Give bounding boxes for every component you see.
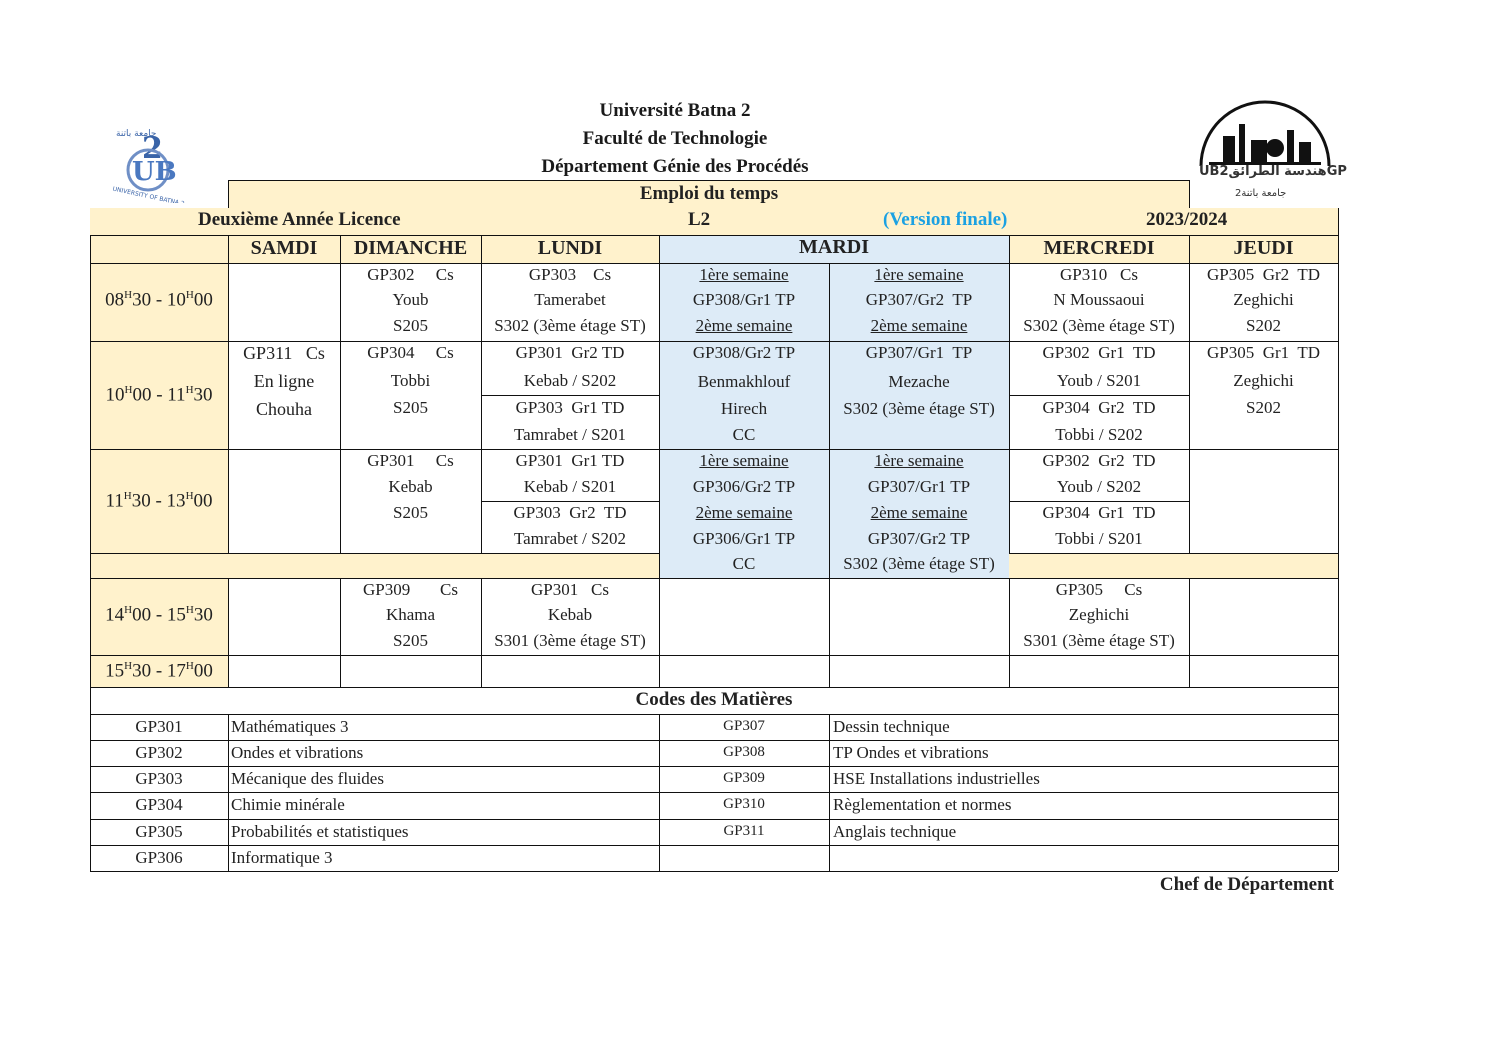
slot-line: CC [732,554,756,573]
university-logo-icon [108,118,203,203]
slot-line: Kebab / S202 [523,371,617,390]
slot-line: GP304 Gr1 TD [1042,503,1156,522]
slot-line: GP307/Gr2 TP [865,290,973,309]
page-title: Emploi du temps [639,183,779,204]
slot-line: 1ère semaine [874,451,964,470]
slot-line: Mezache [888,372,950,391]
slot-line: Tamrabet / S202 [513,529,627,548]
time-slot-1: $08^H30 - 10^H00$ [105,289,213,311]
slot-line: Kebab / S201 [523,477,617,496]
slot-line: GP302 Cs [367,265,454,284]
year-label: Deuxième Année Licence [198,209,401,230]
slot-line: S202 [1246,398,1281,417]
break-band-left [90,553,659,578]
slot-line: GP309 Cs [363,580,458,599]
slot-line: S301 (3ème étage ST) [1023,631,1175,650]
slot-line: Tobbi / S202 [1055,425,1143,444]
slot-line: S205 [393,503,428,522]
slot-line: 1ère semaine [874,265,964,284]
slot-line: Chouha [256,399,312,419]
code-cell: GP304 [135,795,183,814]
time-slot-4: $14^H00 - 15^H30$ [105,604,213,626]
time-slot-2: $10^H00 - 11^H30$ [105,384,213,406]
slot-line: GP305 Gr2 TD [1206,265,1321,284]
department-logo [1195,96,1347,208]
slot-line: GP311 Cs [243,343,325,363]
day-header-lundi: LUNDI [537,237,603,259]
slot-line: 2ème semaine [870,316,968,335]
slot-line: GP301 Cs [531,580,609,599]
slot-line: GP301 Gr2 TD [515,343,625,362]
slot-line: Youb / S202 [1056,477,1142,496]
department-name: Département Génie des Procédés [541,156,809,177]
slot-line: GP303 Gr1 TD [515,398,625,417]
slot-line: GP308/Gr2 TP [692,343,796,362]
slot-line: GP307/Gr1 TP [867,477,971,496]
slot-line: CC [732,425,756,444]
slot-line: GP310 Cs [1060,265,1138,284]
slot-line: Tobbi / S201 [1055,529,1143,548]
slot-line: N Moussaoui [1053,290,1145,309]
university-logo [108,118,203,203]
svg-text:UB: UB [132,157,177,187]
slot-line: GP301 Gr1 TD [515,451,625,470]
slot-line: GP307/Gr2 TP [867,529,971,548]
subject-cell: TP Ondes et vibrations [833,743,989,762]
faculty-name: Faculté de Technologie [582,128,768,149]
subject-cell: Règlementation et normes [833,795,1012,814]
day-header-samdi: SAMDI [250,237,318,259]
slot-line: Benmakhlouf [697,372,791,391]
slot-line: Zeghichi [1068,605,1130,624]
code-cell: GP305 [135,822,183,841]
slot-line: S205 [393,631,428,650]
code-cell: GP308 [723,744,765,760]
day-header-jeudi: JEUDI [1233,237,1294,259]
slot-line: S202 [1246,316,1281,335]
slot-line: S205 [393,398,428,417]
slot-line: Zeghichi [1233,371,1294,390]
slot-line: Khama [385,605,436,624]
slot-line: S301 (3ème étage ST) [494,631,646,650]
time-slot-5: $15^H30 - 17^H00$ [105,660,213,682]
code-cell: GP310 [723,796,765,812]
subject-cell: Mathématiques 3 [231,717,349,736]
slot-line: GP305 Cs [1055,580,1143,599]
slot-line: GP304 Cs [367,343,454,362]
code-cell: GP311 [723,823,765,839]
slot-line: S302 (3ème étage ST) [843,554,995,573]
code-cell: GP306 [135,848,183,867]
slot-line: 1ère semaine [699,451,789,470]
slot-line: GP301 Cs [367,451,454,470]
slot-line: Youb [392,290,429,309]
slot-line: GP303 Gr2 TD [513,503,627,522]
svg-text:2: 2 [142,131,163,166]
code-cell: GP301 [135,717,183,736]
slot-line: 2ème semaine [695,503,793,522]
code-cell: GP309 [723,770,765,786]
department-logo-subtext: جامعة باتنة2 [1235,188,1287,199]
level-label: L2 [688,209,711,230]
slot-line: GP306/Gr2 TP [692,477,796,496]
subject-cell: Chimie minérale [231,795,345,814]
time-slot-3: $11^H30 - 13^H00$ [105,490,213,512]
day-header-dimanche: DIMANCHE [353,237,468,259]
subject-cell: Informatique 3 [231,848,333,867]
academic-year: 2023/2024 [1146,209,1228,230]
subject-cell: Anglais technique [833,822,957,841]
slot-line: GP303 Cs [528,265,612,284]
slot-line: GP302 Gr1 TD [1042,343,1156,362]
slot-line: 2ème semaine [695,316,793,335]
svg-text:UNIVERSITY OF BATNA 2: UNIVERSITY OF BATNA 2 [111,185,186,203]
slot-line: GP308/Gr1 TP [692,290,796,309]
day-header-mercredi: MERCREDI [1043,237,1155,259]
code-cell: GP302 [135,743,183,762]
slot-line: GP305 Gr1 TD [1206,343,1321,362]
slot-line: GP307/Gr1 TP [865,343,973,362]
code-cell: GP307 [723,718,765,734]
slot-line: Kebab [547,605,593,624]
slot-line: Hirech [720,399,768,418]
svg-text:جامعة باتنة: جامعة باتنة [116,129,157,139]
slot-line: Kebab [388,477,433,496]
slot-line: Tobbi [390,371,431,390]
subject-cell: Dessin technique [833,717,950,736]
signature-label: Chef de Département [1159,874,1334,895]
subject-cell: Probabilités et statistiques [231,822,409,841]
subject-cell: Mécanique des fluides [231,769,384,788]
slot-line: S302 (3ème étage ST) [494,316,646,335]
subject-cell: HSE Installations industrielles [833,769,1040,788]
break-band-right [1009,553,1338,578]
slot-line: En ligne [253,371,315,391]
slot-line: Youb / S201 [1056,371,1142,390]
slot-line: GP304 Gr2 TD [1042,398,1156,417]
subject-cell: Ondes et vibrations [231,743,364,762]
version-label: (Version finale) [883,209,1008,230]
codes-title: Codes des Matières [635,689,793,710]
university-name: Université Batna 2 [599,100,751,121]
slot-line: GP306/Gr1 TP [692,529,796,548]
slot-line: 1ère semaine [699,265,789,284]
slot-line: S302 (3ème étage ST) [843,399,995,418]
slot-line: GP302 Gr2 TD [1042,451,1156,470]
day-header-mardi: MARDI [799,236,869,258]
slot-line: 2ème semaine [870,503,968,522]
slot-line: Tamrabet / S201 [513,425,627,444]
code-cell: GP303 [135,769,183,788]
department-logo-text: UB2هندسة الطرائقGP [1199,164,1347,179]
slot-line: S302 (3ème étage ST) [1023,316,1175,335]
slot-line: Zeghichi [1233,290,1294,309]
slot-line: Tamerabet [534,290,606,309]
slot-line: S205 [393,316,428,335]
